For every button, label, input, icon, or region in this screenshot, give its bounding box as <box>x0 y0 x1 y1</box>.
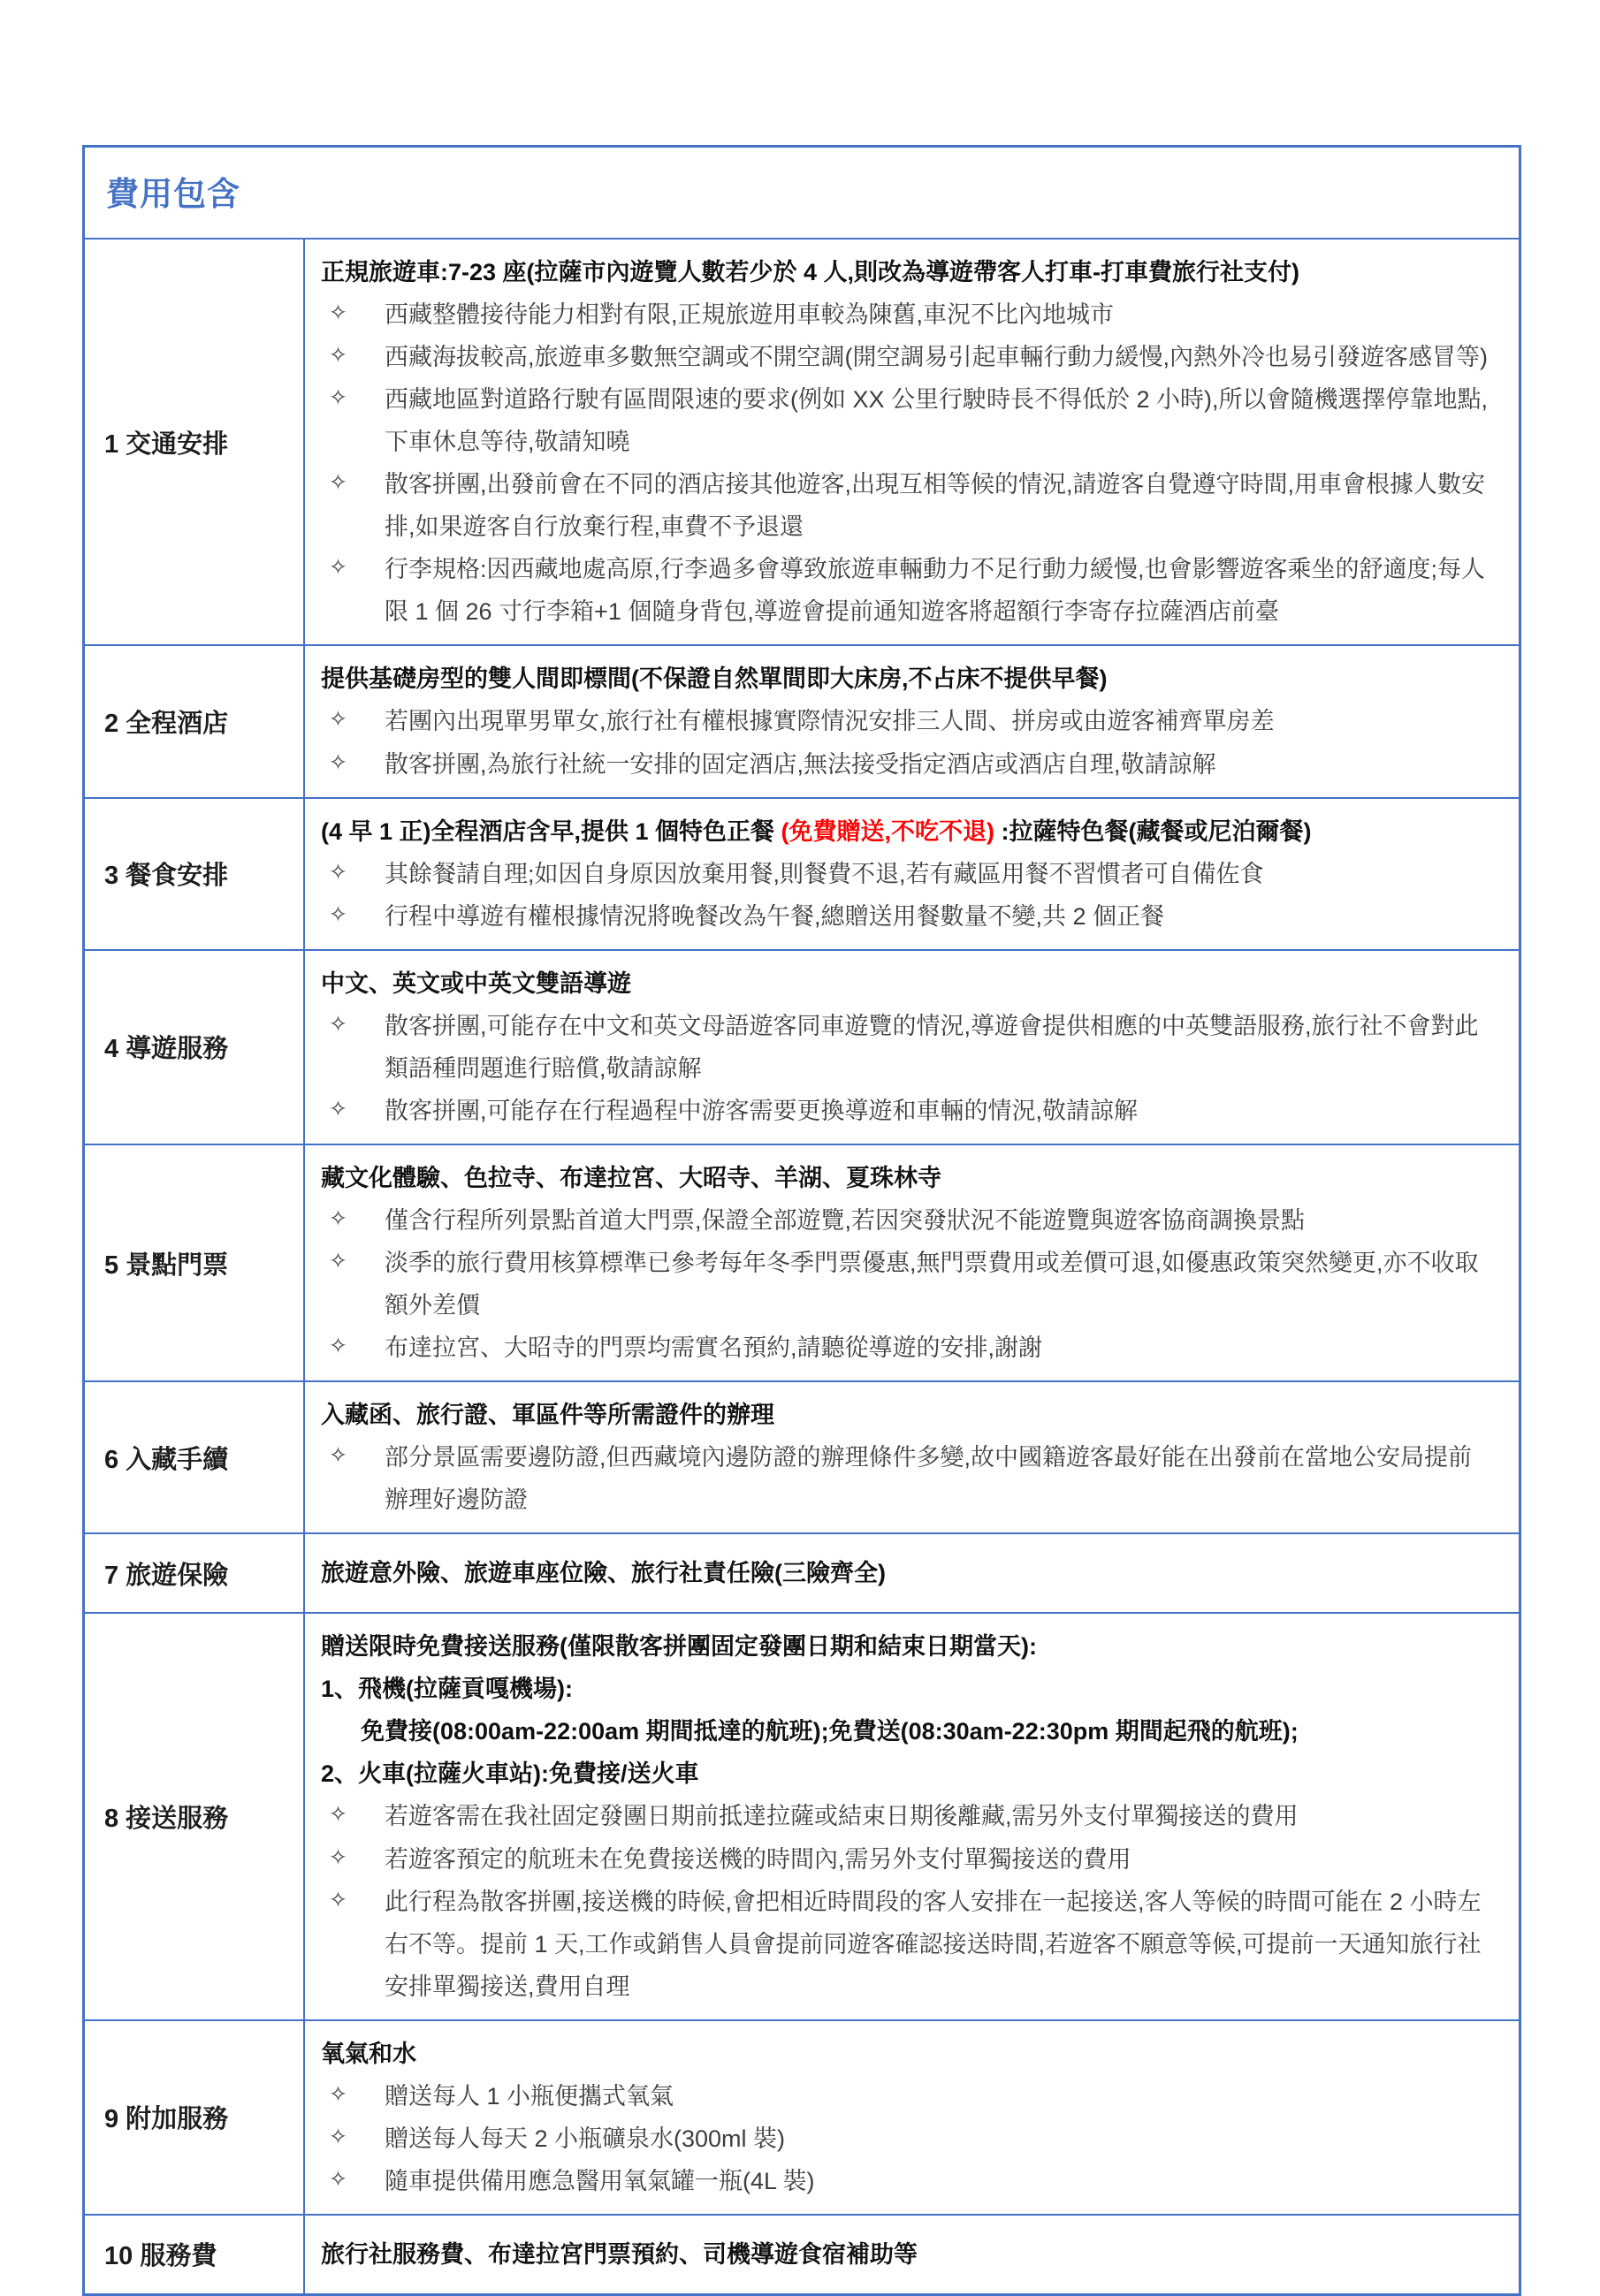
bullet-item <box>321 1005 1489 1090</box>
bullet-text <box>385 1005 1489 1090</box>
bullet-text <box>385 548 1489 633</box>
four-pointed-star-icon: ✧ <box>329 859 347 885</box>
bullet-text <box>385 1436 1489 1521</box>
bullet-item <box>321 378 1489 463</box>
bullet-item <box>321 853 1489 895</box>
four-pointed-star-icon: ✧ <box>329 385 347 411</box>
text-segment: 其餘餐請自理;如因自身原因放棄用餐,則餐費不退,若有藏區用餐不習慣者可自備佐食 <box>385 860 1264 887</box>
text-segment: 行李規格:因西藏地處高原,行李過多會導致旅遊車輛動力不足行動力緩慢,也會影響遊客乘坐的舒適度;每人限 1 個 26 寸行李箱+1 個隨身背包,導遊會提前通知遊客將超額行李寄存拉薩酒店前臺 <box>385 556 1486 626</box>
bullet-item <box>321 2117 1489 2160</box>
row-label-cell <box>85 2021 305 2214</box>
table-row <box>85 1532 1519 1612</box>
row-label: 1 交通安排 <box>104 430 229 459</box>
bullet-text <box>385 1795 1489 1837</box>
row-label-cell <box>85 1614 305 2019</box>
four-pointed-star-icon: ✧ <box>329 749 347 775</box>
fee-table-rows <box>85 239 1519 2293</box>
text-segment: 氧氣和水 <box>321 2040 416 2067</box>
text-segment: 部分景區需要邊防證,但西藏境內邊防證的辦理條件多變,故中國籍遊客最好能在出發前在當地公安局提前辦理好邊防證 <box>385 1444 1473 1514</box>
four-pointed-star-icon: ✧ <box>329 300 347 326</box>
bullet-item <box>321 2075 1489 2117</box>
text-segment: 隨車提供備用應急醫用氧氣罐一瓶(4L 裝) <box>385 2167 815 2194</box>
row-label-cell <box>85 239 305 644</box>
row-label: 4 導遊服務 <box>104 1035 229 1064</box>
bullet-text <box>385 1881 1489 2008</box>
highlight-red-text: (免費贈送,不吃不退) <box>781 817 995 845</box>
bullet-text <box>385 1090 1489 1132</box>
text-segment: 免費接(08:00am-22:00am 期間抵達的航班);免費送(08:30am-22:30pm 期間起飛的航班); <box>361 1718 1299 1745</box>
text-segment: 若遊客預定的航班未在免費接送機的時間內,需另外支付單獨接送的費用 <box>385 1845 1131 1873</box>
bullet-item <box>321 1090 1489 1132</box>
content-heading <box>321 962 1489 1005</box>
four-pointed-star-icon: ✧ <box>329 1802 347 1828</box>
text-segment: 淡季的旅行費用核算標準已參考每年冬季門票優惠,無門票費用或差價可退,如優惠政策突然變更,亦不收取額外差價 <box>385 1249 1479 1319</box>
four-pointed-star-icon: ✧ <box>329 707 347 733</box>
text-segment: 若遊客需在我社固定發團日期前抵達拉薩或結束日期後離藏,需另外支付單獨接送的費用 <box>385 1803 1299 1830</box>
content-heading <box>321 1552 1489 1594</box>
row-label: 7 旅遊保險 <box>104 1561 229 1590</box>
bullet-item <box>321 1795 1489 1837</box>
text-segment: 藏文化體驗、色拉寺、布達拉宮、大昭寺、羊湖、夏珠林寺 <box>321 1164 941 1191</box>
bullet-text <box>385 2117 1489 2160</box>
text-segment: 西藏整體接待能力相對有限,正規旅遊用車較為陳舊,車況不比內地城市 <box>385 301 1115 329</box>
four-pointed-star-icon: ✧ <box>329 2166 347 2192</box>
table-title: 費用包含 <box>106 176 240 212</box>
text-segment: 提供基礎房型的雙人間即標間(不保證自然單間即大床房,不占床不提供早餐) <box>321 665 1108 693</box>
row-content <box>305 239 1519 644</box>
row-label: 8 接送服務 <box>104 1804 229 1833</box>
text-segment: 若團內出現單男單女,旅行社有權根據實際情況安排三人間、拼房或由遊客補齊單房差 <box>385 708 1275 735</box>
content-heading <box>321 251 1489 293</box>
row-label: 6 入藏手續 <box>104 1445 229 1474</box>
four-pointed-star-icon: ✧ <box>329 1334 347 1359</box>
row-content <box>305 1614 1519 2019</box>
table-row <box>85 239 1519 644</box>
content-heading <box>321 810 1489 853</box>
row-content <box>305 951 1519 1144</box>
bullet-item <box>321 463 1489 548</box>
four-pointed-star-icon: ✧ <box>329 1205 347 1231</box>
row-content <box>305 1145 1519 1380</box>
text-segment: 贈送限時免費接送服務(僅限散客拼團固定發團日期和結束日期當天): <box>321 1633 1037 1661</box>
text-segment: 贈送每人 1 小瓶便攜式氧氣 <box>385 2082 674 2110</box>
row-label: 2 全程酒店 <box>104 709 229 738</box>
text-segment: 1、飛機(拉薩貢嘎機場): <box>321 1676 573 1703</box>
text-segment: :拉薩特色餐(藏餐或尼泊爾餐) <box>994 817 1312 845</box>
bullet-text <box>385 1199 1489 1242</box>
row-content <box>305 1382 1519 1532</box>
table-row <box>85 797 1519 949</box>
text-segment: 旅行社服務費、布達拉宮門票預約、司機導遊食宿補助等 <box>321 2240 918 2268</box>
row-label: 9 附加服務 <box>104 2105 229 2134</box>
content-heading <box>321 1668 1489 1710</box>
table-row <box>85 949 1519 1144</box>
row-label-cell <box>85 1382 305 1532</box>
text-segment: 散客拼團,可能存在中文和英文母語遊客同車遊覽的情況,導遊會提供相應的中英雙語服務,旅行社不會對此類語種問題進行賠償,敬請諒解 <box>385 1012 1479 1082</box>
row-label-cell <box>85 1145 305 1380</box>
text-segment: 散客拼團,可能存在行程過程中游客需要更換導遊和車輛的情況,敬請諒解 <box>385 1097 1139 1124</box>
content-heading <box>321 1752 1489 1795</box>
text-segment: 此行程為散客拼團,接送機的時候,會把相近時間段的客人安排在一起接送,客人等候的時間可能在 2 小時左右不等。提前 1 天,工作或銷售人員會提前同遊客確認接送時間,若遊客不願意等候,可提前一天通知旅行社安排單獨接送,費用自理 <box>385 1888 1482 2000</box>
four-pointed-star-icon: ✧ <box>329 1443 347 1469</box>
four-pointed-star-icon: ✧ <box>329 2081 347 2107</box>
row-label-cell <box>85 1534 305 1612</box>
row-label-cell <box>85 799 305 949</box>
text-segment: 散客拼團,出發前會在不同的酒店接其他遊客,出現互相等候的情況,請遊客自覺遵守時間,用車會根據人數安排,如果遊客自行放棄行程,車費不予退還 <box>385 471 1486 541</box>
bullet-text <box>385 700 1489 742</box>
bullet-item <box>321 1838 1489 1881</box>
bullet-item <box>321 336 1489 378</box>
bullet-item <box>321 2160 1489 2202</box>
four-pointed-star-icon: ✧ <box>329 1011 347 1037</box>
bullet-item <box>321 548 1489 633</box>
bullet-text <box>385 743 1489 786</box>
bullet-item <box>321 1199 1489 1242</box>
bullet-item <box>321 1242 1489 1327</box>
bullet-item <box>321 1436 1489 1521</box>
row-label-cell <box>85 646 305 796</box>
four-pointed-star-icon: ✧ <box>329 2124 347 2149</box>
table-row <box>85 2019 1519 2214</box>
bullet-text <box>385 463 1489 548</box>
text-segment: 旅遊意外險、旅遊車座位險、旅行社責任險(三險齊全) <box>321 1560 886 1587</box>
row-content <box>305 2216 1519 2293</box>
table-row <box>85 1380 1519 1532</box>
fee-included-table <box>82 145 1521 2296</box>
bullet-item <box>321 1881 1489 2008</box>
text-segment: (4 早 1 正)全程酒店含早,提供 1 個特色正餐 <box>321 817 781 845</box>
bullet-item <box>321 293 1489 336</box>
text-segment: 散客拼團,為旅行社統一安排的固定酒店,無法接受指定酒店或酒店自理,敬請諒解 <box>385 750 1216 778</box>
bullet-item <box>321 1327 1489 1369</box>
row-content <box>305 799 1519 949</box>
text-segment: 西藏地區對道路行駛有區間限速的要求(例如 XX 公里行駛時長不得低於 2 小時),所以會隨機選擇停靠地點,下車休息等待,敬請知曉 <box>385 386 1489 456</box>
row-content <box>305 646 1519 796</box>
content-subheading <box>361 1710 1489 1752</box>
content-heading <box>321 2033 1489 2075</box>
bullet-item <box>321 700 1489 742</box>
row-label-cell <box>85 2216 305 2293</box>
bullet-text <box>385 1327 1489 1369</box>
text-segment: 布達拉宮、大昭寺的門票均需實名預約,請聽從導遊的安排,謝謝 <box>385 1334 1043 1362</box>
bullet-item <box>321 743 1489 786</box>
four-pointed-star-icon: ✧ <box>329 1887 347 1912</box>
bullet-text <box>385 895 1489 938</box>
row-label-cell <box>85 951 305 1144</box>
row-content <box>305 2021 1519 2214</box>
table-row <box>85 1612 1519 2019</box>
four-pointed-star-icon: ✧ <box>329 901 347 927</box>
content-heading <box>321 1625 1489 1668</box>
row-content <box>305 1534 1519 1612</box>
table-row <box>85 1144 1519 1380</box>
four-pointed-star-icon: ✧ <box>329 470 347 496</box>
bullet-text <box>385 293 1489 336</box>
text-segment: 正規旅遊車:7-23 座(拉薩市內遊覽人數若少於 4 人,則改為導遊帶客人打車-打車費旅行社支付) <box>321 259 1300 285</box>
bullet-text <box>385 378 1489 463</box>
table-row <box>85 644 1519 796</box>
bullet-item <box>321 895 1489 938</box>
row-label: 3 餐食安排 <box>104 862 229 891</box>
bullet-text <box>385 2075 1489 2117</box>
row-label: 5 景點門票 <box>104 1251 229 1280</box>
table-title-row <box>85 148 1519 239</box>
content-heading <box>321 1394 1489 1436</box>
four-pointed-star-icon: ✧ <box>329 343 347 369</box>
content-heading <box>321 658 1489 700</box>
bullet-text <box>385 1838 1489 1881</box>
text-segment: 入藏函、旅行證、軍區件等所需證件的辦理 <box>321 1402 774 1429</box>
text-segment: 僅含行程所列景點首道大門票,保證全部遊覽,若因突發狀況不能遊覽與遊客協商調換景點 <box>385 1206 1306 1234</box>
bullet-text <box>385 336 1489 378</box>
four-pointed-star-icon: ✧ <box>329 1844 347 1870</box>
text-segment: 西藏海拔較高,旅遊車多數無空調或不開空調(開空調易引起車輛行動力緩慢,內熱外冷也易引發遊客感冒等) <box>385 344 1488 371</box>
content-heading <box>321 1157 1489 1199</box>
content-heading <box>321 2233 1489 2276</box>
text-segment: 中文、英文或中英文雙語導遊 <box>321 969 631 997</box>
four-pointed-star-icon: ✧ <box>329 555 347 581</box>
bullet-text <box>385 2160 1489 2202</box>
text-segment: 2、火車(拉薩火車站):免費接/送火車 <box>321 1760 699 1788</box>
table-row <box>85 2214 1519 2293</box>
row-label: 10 服務費 <box>104 2242 217 2271</box>
text-segment: 行程中導遊有權根據情況將晚餐改為午餐,總贈送用餐數量不變,共 2 個正餐 <box>385 902 1165 930</box>
four-pointed-star-icon: ✧ <box>329 1248 347 1273</box>
bullet-text <box>385 853 1489 895</box>
bullet-text <box>385 1242 1489 1327</box>
text-segment: 贈送每人每天 2 小瓶礦泉水(300ml 裝) <box>385 2125 786 2152</box>
four-pointed-star-icon: ✧ <box>329 1096 347 1121</box>
